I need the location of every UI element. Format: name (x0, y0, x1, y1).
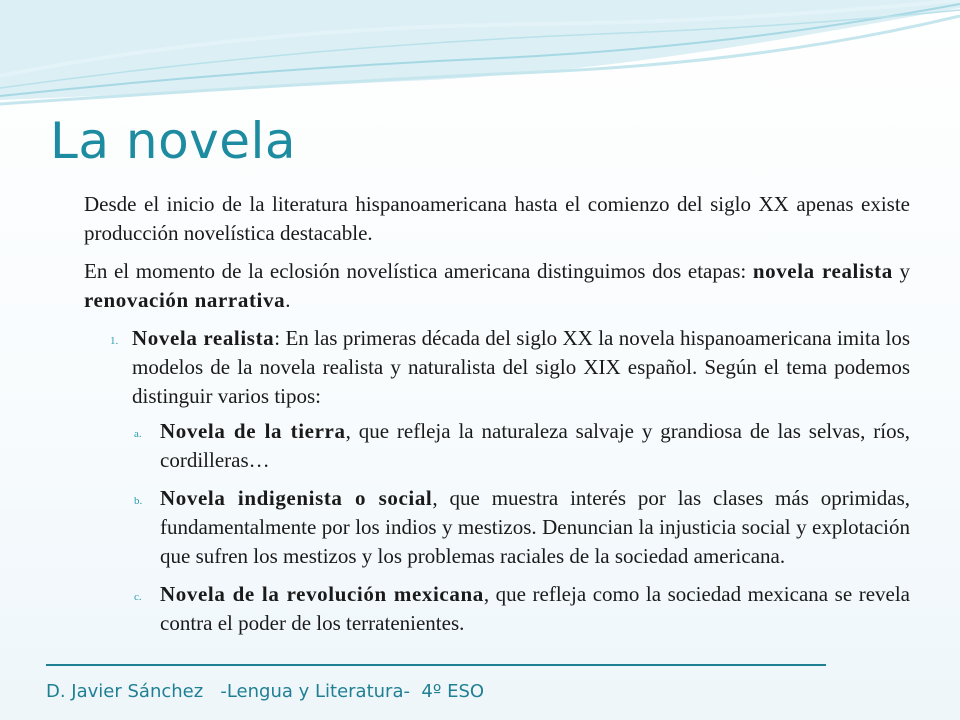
sub-item-title: Novela de la revolución mexicana (160, 582, 484, 606)
sub-item-text: , que refleja la naturaleza salvaje y grandiosa de las selvas, ríos, cordilleras… (160, 419, 910, 472)
decorative-waves (0, 0, 960, 130)
sub-item-title: Novela de la tierra (160, 419, 346, 443)
sub-list-item (134, 580, 910, 638)
list-item-text: : En las primeras década del siglo XX la novela hispanoamericana imita los modelos de la novela realista y naturalista del siglo XIX español. Según el tema podemos distinguir varios tipos: (132, 326, 910, 408)
page-title: La novela (50, 112, 297, 170)
intro-text: En el momento de la eclosión novelística americana distinguimos dos etapas: (84, 259, 753, 283)
sub-list-marker: a. (134, 428, 142, 440)
intro-paragraph-2 (84, 257, 910, 315)
term-renovacion-narrativa: renovación narrativa (84, 288, 286, 312)
sub-list (134, 417, 910, 638)
intro-paragraph-1: Desde el inicio de la literatura hispanoamericana hasta el comienzo del siglo XX apenas existe producción novelística destacable. (84, 192, 910, 245)
footer-credit: D. Javier Sánchez -Lengua y Literatura- 4º ESO (46, 681, 485, 702)
slide-body (84, 190, 910, 647)
term-novela-realista: novela realista (752, 259, 893, 283)
sub-list-item (134, 417, 910, 475)
list-marker: 1. (110, 335, 119, 347)
footer-divider (46, 664, 826, 666)
intro-text: . (285, 288, 291, 312)
sub-list-marker: c. (134, 591, 142, 603)
intro-text: y (892, 259, 911, 283)
list-item (110, 324, 910, 411)
sub-item-text: , que muestra interés por las clases más oprimidas, fundamentalmente por los indios y mestizos. Denuncian la injusticia social y explotación que sufren los mestizos y los problemas raciales de la sociedad americana. (160, 486, 910, 568)
sub-item-title: Novela indigenista o social (160, 486, 433, 510)
sub-list-marker: b. (134, 495, 143, 507)
sub-item-text: , que refleja como la sociedad mexicana se revela contra el poder de los terratenientes. (160, 582, 910, 635)
list-item-title: Novela realista (132, 326, 275, 350)
sub-list-item (134, 484, 910, 571)
